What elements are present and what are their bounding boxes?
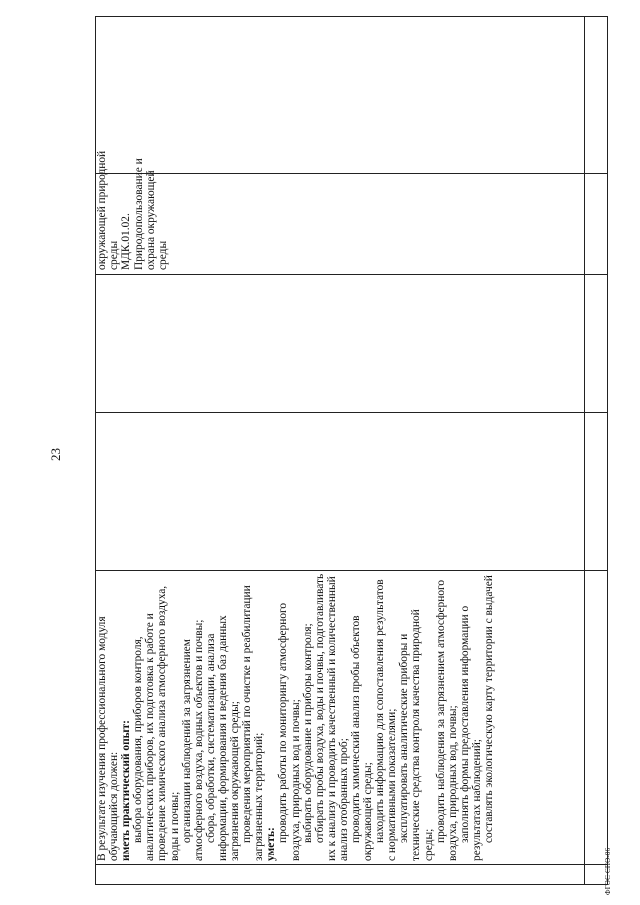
competency-line: обучающийся должен: <box>108 751 121 861</box>
program-line: МДК.01.02. <box>120 213 133 270</box>
competency-line: В результате изучения профессионального модуля <box>96 616 108 861</box>
competency-line: анализ отобранных проб; <box>337 738 350 861</box>
program-line: среды <box>157 240 170 270</box>
competency-line: проводить химический анализ пробы объектов <box>349 615 362 843</box>
hours-cell <box>585 413 608 571</box>
competencies-cell <box>96 571 585 865</box>
competency-line: результатах наблюдений; <box>470 739 483 861</box>
competency-line: иметь практический опыт: <box>120 720 133 861</box>
competency-line: технические средства контроля качества природной <box>410 609 423 861</box>
program-cell <box>585 174 608 275</box>
footer-code: ФГОС СПО-06 <box>604 847 612 895</box>
curriculum-table <box>95 16 608 885</box>
competency-line: воздуха, природных вод, почвы; <box>446 705 459 861</box>
table-row <box>96 17 585 885</box>
competency-line: составлять экологическую карту территории с выдачей <box>483 575 495 843</box>
competency-line: сбора, обработки, систематизации, анализа <box>204 633 217 843</box>
program-line: Природопользование и <box>132 158 145 270</box>
index-cell <box>96 865 585 885</box>
competency-line: выбирать оборудование и приборы контроля; <box>301 623 314 843</box>
competency-line: с нормативными показателями; <box>386 708 399 861</box>
competency-line: проводить наблюдения за загрязнением атмосферного <box>434 579 447 843</box>
competency-line: находить информацию для сопоставления результатов <box>374 579 387 843</box>
competency-line: уметь: <box>265 827 278 861</box>
competency-line: атмосферного воздуха, водных объектов и почвы; <box>192 619 205 861</box>
competency-line: проведение химического анализа атмосферного воздуха, <box>156 585 169 861</box>
program-line: окружающей природной <box>96 150 108 270</box>
competency-line: загрязнения окружающей среды; <box>229 701 242 861</box>
program-content <box>96 150 170 274</box>
table-row <box>585 17 608 885</box>
competencies-cell <box>585 571 608 865</box>
competency-line: заполнять формы предоставления информации о <box>458 605 471 843</box>
competency-line: выбора оборудования, приборов контроля, <box>132 636 145 843</box>
competency-line: эксплуатировать аналитические приборы и <box>398 633 411 843</box>
competency-line: загрязненных территорий; <box>253 732 266 861</box>
competency-line: воздуха, природных вод и почвы; <box>289 699 302 861</box>
classroom-hours-cell <box>96 275 585 413</box>
classroom-hours-cell <box>585 275 608 413</box>
page-number: 23 <box>48 448 63 461</box>
competency-line: проводить работы по мониторингу атмосферного <box>277 602 290 843</box>
competency-line: воды и почвы; <box>168 791 181 861</box>
competency-line: аналитических приборов, их подготовка к работе и <box>144 613 157 861</box>
competency-line: среды; <box>422 828 435 861</box>
competency-codes-cell <box>96 17 585 174</box>
hours-cell <box>96 413 585 571</box>
index-cell <box>585 865 608 885</box>
competency-line: окружающей среды; <box>362 762 375 861</box>
program-line: охрана окружающей <box>144 170 157 270</box>
competency-line: информации, формирования и ведения баз данных <box>216 615 229 861</box>
competencies-content <box>96 571 495 864</box>
competency-line: проведения мероприятий по очистке и реабилитации <box>241 585 254 843</box>
program-line: среды <box>108 240 121 270</box>
competency-line: организации наблюдений за загрязнением <box>180 639 193 843</box>
competency-line: их к анализу и проводить качественный и количественный <box>325 576 338 861</box>
program-cell <box>96 150 585 275</box>
competency-line: отбирать пробы воздуха, воды и почвы, подготавливать <box>313 573 326 843</box>
competency-codes-cell <box>585 17 608 174</box>
